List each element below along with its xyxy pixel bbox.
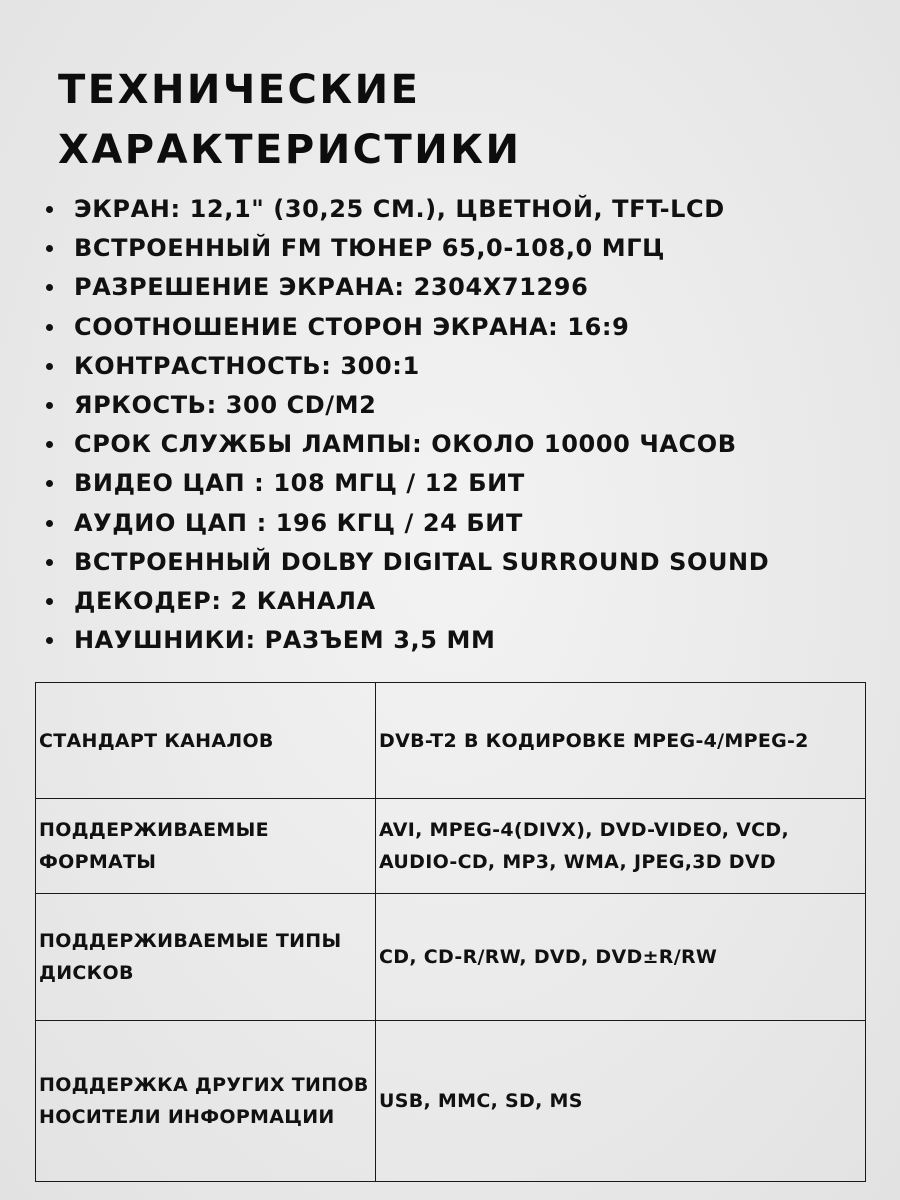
bullet-icon: [46, 206, 53, 213]
bullet-icon: [46, 559, 53, 566]
spec-item: [40, 308, 890, 347]
table-row: [36, 683, 866, 799]
spec-item-text: ВСТРОЕННЫЙ DOLBY DIGITAL SURROUND SOUND: [74, 547, 770, 576]
bullet-icon: [46, 441, 53, 448]
spec-item: [40, 229, 890, 268]
bullet-icon: [46, 520, 53, 527]
bullet-icon: [46, 245, 53, 252]
page-title-line-1: ТЕХНИЧЕСКИЕ: [58, 67, 421, 113]
spec-item-text: РАЗРЕШЕНИЕ ЭКРАНА: 2304X71296: [74, 273, 589, 302]
spec-item-text: СРОК СЛУЖБЫ ЛАМПЫ: ОКОЛО 10000 ЧАСОВ: [74, 430, 737, 459]
table-cell-value: AVI, MPEG-4(DIVX), DVD-VIDEO, VCD, AUDIO-CD, MP3, WMA, JPEG,3D DVD: [376, 799, 866, 894]
bullet-icon: [46, 363, 53, 370]
spec-list: [40, 190, 890, 660]
spec-item: [40, 621, 890, 660]
spec-table: [35, 682, 866, 1182]
spec-item: [40, 582, 890, 621]
table-row: [36, 799, 866, 894]
spec-item-text: СООТНОШЕНИЕ СТОРОН ЭКРАНА: 16:9: [74, 312, 630, 341]
bullet-icon: [46, 402, 53, 409]
table-row: [36, 894, 866, 1021]
spec-item: [40, 347, 890, 386]
table-cell-key: ПОДДЕРЖИВАЕМЫЕ ТИПЫ ДИСКОВ: [36, 894, 376, 1021]
spec-item-text: КОНТРАСТНОСТЬ: 300:1: [74, 351, 420, 380]
spec-item-text: ВИДЕО ЦАП : 108 МГЦ / 12 БИТ: [74, 469, 525, 498]
spec-item: [40, 464, 890, 503]
spec-item: [40, 504, 890, 543]
table-cell-value: DVB-T2 В КОДИРОВКЕ MPEG-4/MPEG-2: [376, 683, 866, 799]
spec-item: [40, 425, 890, 464]
page-title-line-2: ХАРАКТЕРИСТИКИ: [58, 127, 522, 173]
spec-item-text: НАУШНИКИ: РАЗЪЕМ 3,5 ММ: [74, 626, 496, 655]
bullet-icon: [46, 598, 53, 605]
spec-item: [40, 190, 890, 229]
table-cell-value: USB, MMC, SD, MS: [376, 1021, 866, 1182]
table-cell-key: СТАНДАРТ КАНАЛОВ: [36, 683, 376, 799]
spec-item: [40, 386, 890, 425]
table-cell-key: ПОДДЕРЖИВАЕМЫЕ ФОРМАТЫ: [36, 799, 376, 894]
bullet-icon: [46, 324, 53, 331]
spec-item-text: АУДИО ЦАП : 196 КГЦ / 24 БИТ: [74, 508, 523, 537]
spec-item-text: ЭКРАН: 12,1" (30,25 СМ.), ЦВЕТНОЙ, TFT-LCD: [74, 195, 725, 223]
bullet-icon: [46, 480, 53, 487]
spec-item: [40, 268, 890, 307]
spec-item-text: ЯРКОСТЬ: 300 CD/M2: [74, 390, 377, 419]
bullet-icon: [46, 637, 53, 644]
spec-item: [40, 543, 890, 582]
spec-item-text: ВСТРОЕННЫЙ FM ТЮНЕР 65,0-108,0 МГЦ: [74, 234, 666, 263]
page-title: [58, 60, 858, 180]
bullet-icon: [46, 284, 53, 291]
table-cell-key: ПОДДЕРЖКА ДРУГИХ ТИПОВ НОСИТЕЛИ ИНФОРМАЦИИ: [36, 1021, 376, 1182]
table-row: [36, 1021, 866, 1182]
table-cell-value: CD, CD-R/RW, DVD, DVD±R/RW: [376, 894, 866, 1021]
spec-item-text: ДЕКОДЕР: 2 КАНАЛА: [74, 586, 376, 615]
